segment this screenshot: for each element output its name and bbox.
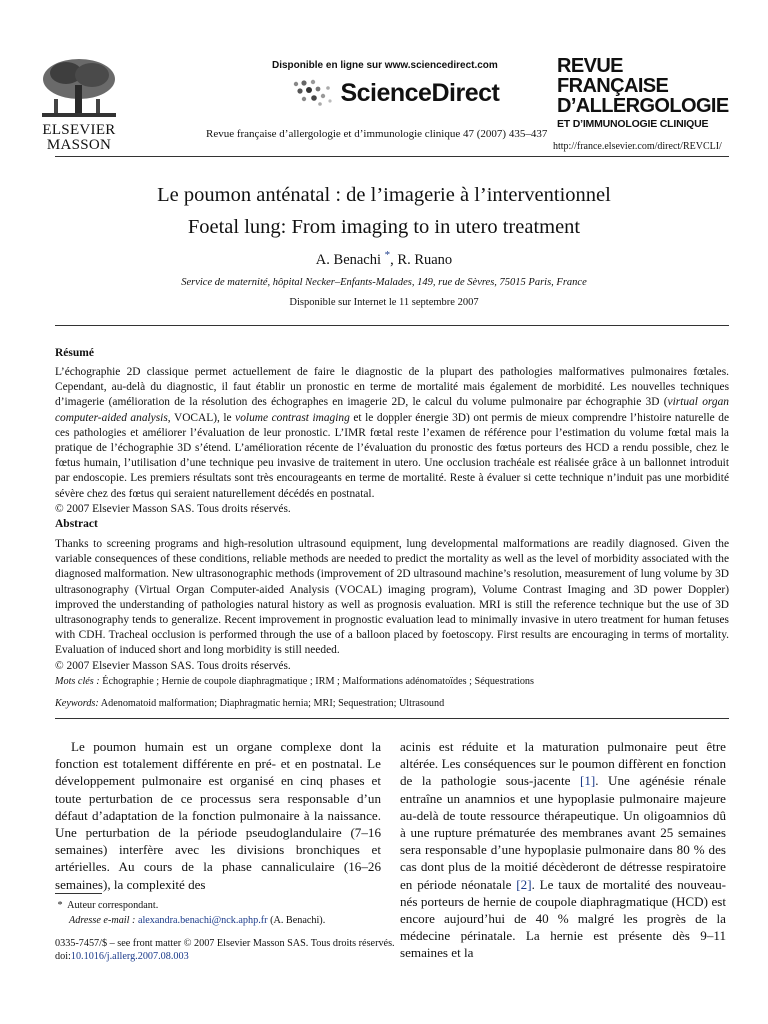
header-divider (55, 156, 729, 157)
reference-link-1[interactable]: [1] (579, 773, 596, 789)
email-suffix: (A. Benachi). (267, 915, 326, 926)
footer-issn: 0335-7457/$ – see front matter © 2007 Elsevier Masson SAS. Tous droits réservés. (55, 938, 395, 949)
sciencedirect-logo (290, 78, 499, 112)
sciencedirect-dots-icon (290, 78, 336, 108)
keywords-french-list: Échographie ; Hernie de coupole diaphragmatique ; IRM ; Malformations adénomatoïdes ; Séquestrations (102, 676, 534, 687)
author-benachi: A. Benachi (315, 251, 382, 268)
keywords-divider (55, 718, 729, 719)
body-right-text-c: . Le taux de mortalité des nouveau-nés porteurs de hernie de coupole diaphragmatique (HCD) est encore aujourd’hui de 40 % malgré les progrès de la médecine périnatale. La hernie est présente dès 9–11 semaines et la (400, 876, 726, 961)
doi-link[interactable]: 10.1016/j.allerg.2007.08.003 (70, 951, 189, 962)
resume-copyright: © 2007 Elsevier Masson SAS. Tous droits réservés. (55, 502, 291, 515)
body-column-left: Le poumon humain est un organe complexe dont la fonction est totalement différente en pré- et en postnatal. Le développement pulmonaire est organisé en cinq phases et toute perturbation de ce processus sera responsable d’un défaut d’adaptation de la fonction pulmonaire à la naissance. Une perturbation de la période pseudoglandulaire (7–16 semaines) interfère avec les divisions bronchiques et artérielles. Au cours de la phase cannaliculaire (16–26 semaines), la complexité des (55, 739, 381, 892)
footnote (55, 898, 325, 928)
footer-doi (55, 950, 395, 963)
resume-text-c: et le doppler énergie 3D) ont permis de mieux comprendre l’histoire naturelle de ces pathologies et améliorer l’évaluation de leur pronostic. L’IMR fœtal reste l’examen de référence pour l’estimation du volume fœtal mais la pratique de l’échographie 3D s’étend. L’amélioration récente de l’évaluation du pronostic des fœtus porteurs des HCD a rendu possible, chez le fœtus humain, l’utilisation d’une technique peu invasive de traitement in utero. Une occlusion trachéale est réalisée grâce à un ballonnet introduit par endoscopie. Les premiers résultats sont très encourageants en terme de mortalité. Reste à évaluer si cette technique n’induit pas une morbidité sévère chez des fœtus qui seraient naturellement décédés en postnatal. (55, 411, 730, 500)
author-ruano: , R. Ruano (390, 251, 453, 268)
footnote-rule (55, 893, 102, 894)
journal-citation: Revue française d’allergologie et d’immunologie clinique 47 (2007) 435–437 (206, 128, 548, 140)
resume-vocal-term: virtual organ computer-aided analysis (55, 396, 729, 424)
footnote-text: Auteur correspondant. (67, 900, 159, 911)
keywords-french-label: Mots clés : (55, 676, 100, 687)
footnote-mark: * (57, 900, 63, 911)
body-right-text-a: acinis est réduite et la maturation pulmonaire peut être altérée. Les conséquences sur le poumon diffèrent en fonction de la pathologie sous-jacente (400, 739, 726, 789)
body-right-text-b: . Une agénésie rénale entraîne un anamnios et une hypoplasie pulmonaire majeure au-delà de toute ressource thérapeutique. Un oligoamnios dû à une rupture prématurée des membranes avant 25 semaines sera responsable d’une hypoplasie pulmonaire dans 80 % des cas dont plus de la moitié décèderont de détresse respiratoire en période néonatale (400, 773, 726, 892)
elsevier-tree-icon (36, 55, 122, 123)
resume-text-b: , VOCAL), le (167, 411, 236, 424)
abstract-text (55, 537, 729, 674)
publisher-name-line1: ELSEVIER (42, 122, 116, 138)
journal-logo (557, 56, 732, 130)
corresponding-author-mark[interactable]: * (384, 249, 391, 261)
keywords-english (55, 698, 444, 709)
journal-logo-line3: ET D’IMMUNOLOGIE CLINIQUE (557, 118, 709, 130)
publisher-name-line2: MASSON (46, 137, 112, 153)
page-footer (55, 937, 395, 963)
abstract-heading: Abstract (55, 518, 98, 530)
journal-url-link[interactable]: http://france.elsevier.com/direct/REVCLI/ (553, 141, 722, 152)
online-availability: Disponible en ligne sur www.sciencedirect.com (272, 60, 498, 71)
abstract-copyright: © 2007 Elsevier Masson SAS. Tous droits réservés. (55, 659, 291, 672)
keywords-french (55, 676, 534, 687)
resume-heading: Résumé (55, 347, 94, 359)
journal-logo-line2: D’ALLERGOLOGIE (557, 95, 729, 117)
title-divider (55, 325, 729, 326)
author-list (0, 249, 768, 269)
abstract-body: Thanks to screening programs and high-resolution ultrasound equipment, lung developmental malformations are readily diagnosed. Given the variable consequences of these conditions, reliable methods are needed to predict the mortality as well as the level of morbidity associated with the diagnosed malformation. New ultrasonographic methods (improvement of 2D ultrasound machine’s resolution, measurement of lung volume by 3D ultrasonography (Virtual Organ Computer-aided Analysis (VOCAL) imaging program), Volume Contrast Imaging and 3D power Doppler) improved the understanding of pathologies natural history as well as prognosis evaluation. MRI is still the reference technique but the use of 3D ultrasonography tends to generalize. Recent improvement in prognostic evaluation lead to minimally invasive in utero treatment for human fetuses with CDH. Tracheal occlusion is performed through the use of a balloon placed by foetoscopy. First results are encouraging in terms of mortality. Evaluation of induced short and long morbidity is still needed. (55, 538, 729, 657)
title-english: Foetal lung: From imaging to in utero treatment (187, 216, 581, 238)
sciencedirect-wordmark: ScienceDirect (340, 78, 500, 107)
body-column-right (400, 738, 726, 962)
keywords-english-label: Keywords: (55, 698, 99, 709)
doi-label: doi: (55, 951, 71, 962)
email-label: Adresse e-mail : (69, 915, 136, 926)
email-link[interactable]: alexandra.benachi@nck.aphp.fr (137, 915, 268, 926)
affiliation: Service de maternité, hôpital Necker–Enfants-Malades, 149, rue de Sèvres, 75015 Paris, France (181, 277, 587, 288)
online-date: Disponible sur Internet le 11 septembre 2007 (289, 297, 479, 308)
journal-logo-line1: REVUE FRANÇAISE (557, 55, 669, 97)
resume-vci-term: volume contrast imaging (235, 411, 350, 424)
footnote-line2 (55, 913, 325, 928)
title-french: Le poumon anténatal : de l’imagerie à l’interventionnel (157, 184, 611, 206)
reference-link-2[interactable]: [2] (516, 876, 532, 892)
elsevier-logo (30, 55, 128, 153)
resume-text-a: L’échographie 2D classique permet actuellement de faire le diagnostic de la plupart des pathologies malformatives pulmonaires fœtales. Cependant, au-delà du diagnostic, il faut établir un pronostic en terme de mortalité mais également de morbidité. Les nouvelles techniques d’imagerie (amélioration de la résolution des échographes en imagerie 2D, le calcul du volume pulmonaire par échographie 3D ( (55, 366, 729, 409)
keywords-english-list: Adenomatoid malformation; Diaphragmatic hernia; MRI; Sequestration; Ultrasound (100, 698, 445, 709)
footnote-line1 (55, 898, 325, 913)
resume-text (55, 365, 729, 517)
